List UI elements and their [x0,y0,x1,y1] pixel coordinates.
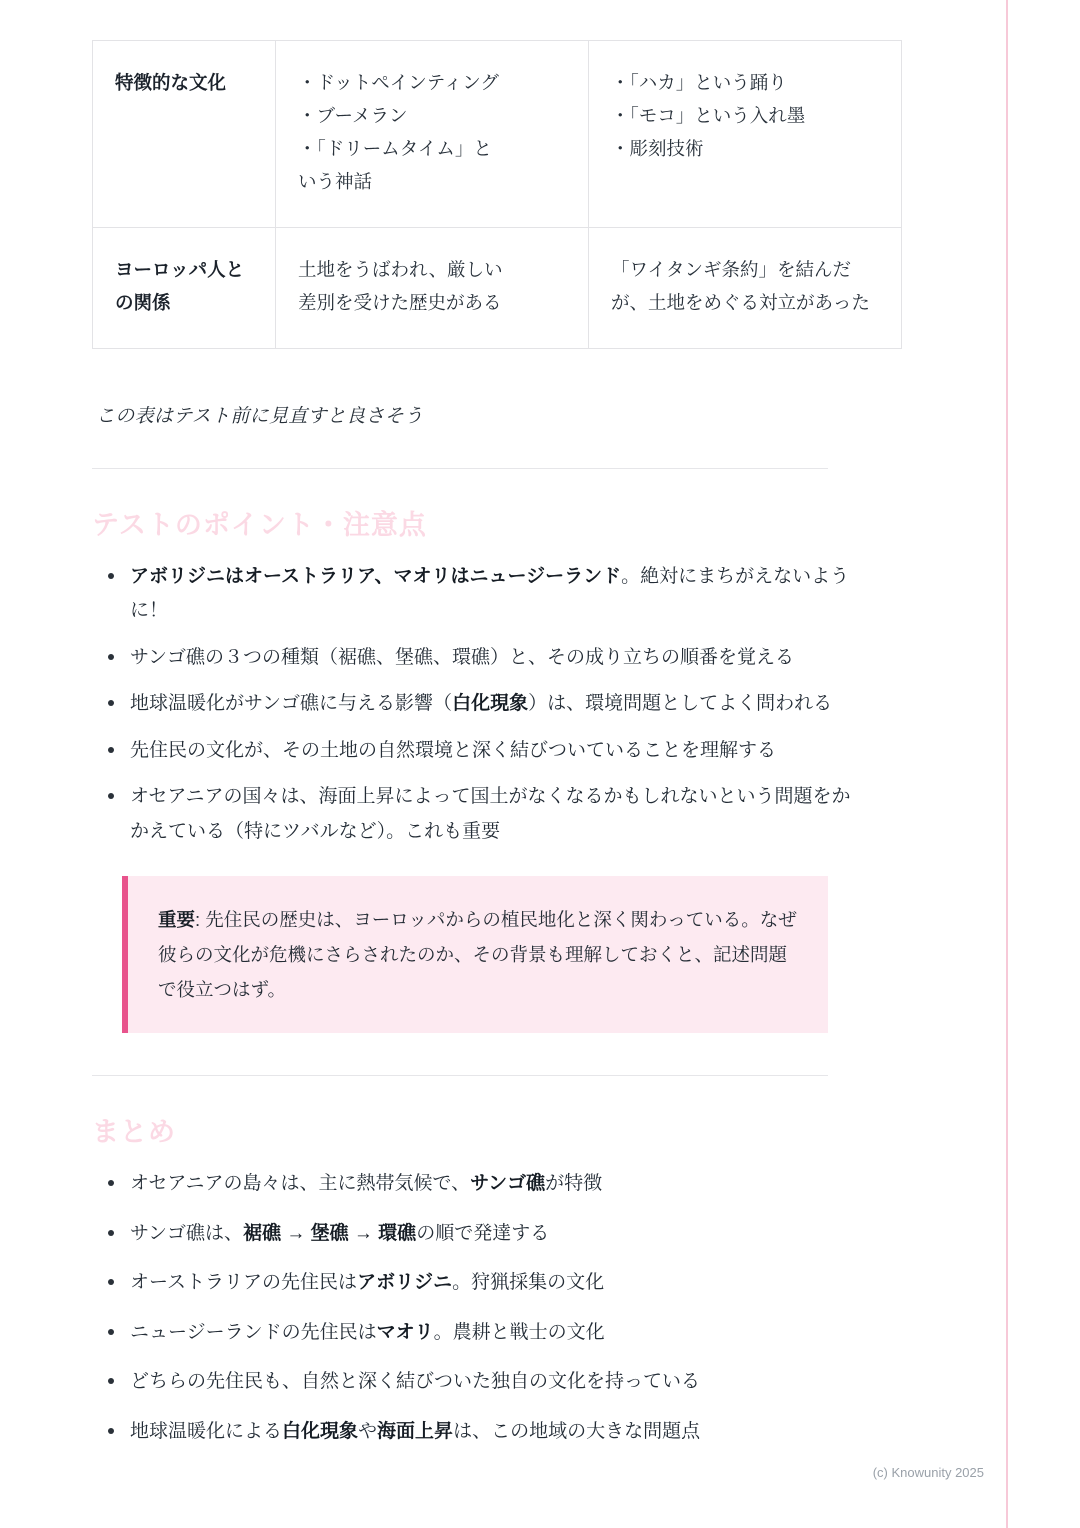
body-text: 。絶対にまちがえないように！ [130,565,850,622]
table-row-label [93,227,276,348]
table-cell-line: 「ワイタンギ条約」を結んだ [611,258,851,280]
body-text: どちらの先住民も、自然と深く結びついた独自の文化を持っている [130,1371,701,1393]
body-text: 。農耕と戦士の文化 [433,1321,605,1343]
table-body [93,41,902,349]
table-row [93,227,902,348]
emphasis-text: マオリ [376,1321,434,1343]
emphasis-text: 白化現象 [282,1420,359,1442]
table-cell-aboriginal [276,227,589,348]
section-title-summary: まとめ [92,1117,176,1147]
list-item [126,1415,866,1450]
table-cell-line: 特徴的な文化 [115,72,227,93]
body-text: 地球温暖化による [130,1420,283,1442]
body-text: が特徴 [545,1173,603,1194]
section-divider [92,468,828,469]
emphasis-text: 白化現象 [452,693,529,715]
table-cell-line: ・彫刻技術 [611,137,704,159]
comparison-table [92,40,902,349]
emphasis-text: サンゴ礁 [470,1173,546,1194]
table-cell-line: ・「ドリームタイム」と [298,137,492,159]
body-text: オーストラリアの先住民は [130,1272,358,1294]
table-cell-maori [589,227,902,348]
list-item [126,1167,866,1202]
table-row-label [93,41,276,228]
list-item [126,687,866,722]
list-item [126,560,866,629]
body-text: や [358,1420,378,1442]
table-cell-line: 土地をうばわれ、厳しい [298,258,503,280]
body-text: ）は、環境問題としてよく問われる [528,693,833,715]
table-cell-line: ・ドットペインティング [298,72,499,93]
table-cell-maori [589,41,902,228]
body-text: 地球温暖化がサンゴ礁に与える影響（ [130,693,453,715]
list-item [126,780,866,849]
emphasis-text: 裾礁 → 堡礁 → 環礁 [243,1222,417,1244]
list-item [126,1266,866,1301]
table-cell-line: ・「ハカ」という踊り [611,72,787,93]
emphasis-text: アボリジニ [357,1272,453,1294]
list-item [126,734,866,769]
body-text: オセアニアの島々は、主に熱帯気候で、 [130,1173,471,1194]
important-note [122,876,828,1033]
list-item [126,1217,866,1252]
list-item [126,1316,866,1351]
body-text: 。狩猟採集の文化 [452,1272,605,1294]
table-cell-line: ・ブーメラン [298,104,408,126]
body-text: サンゴ礁の３つの種類（裾礁、堡礁、環礁）と、その成り立ちの順番を覚える [130,646,795,668]
note-label: 重要 [158,908,196,930]
emphasis-text: 海面上昇 [377,1420,454,1442]
body-text: は、この地域の大きな問題点 [453,1420,701,1442]
table-cell-line: ヨーロッパ人との関係 [115,258,245,313]
body-text: ニュージーランドの先住民は [130,1321,377,1343]
note-text: : 先住民の歴史は、ヨーロッパからの植民地化と深く関わっている。なぜ彼らの文化が危機にさらされたのか、その背景も理解しておくと、記述問題で役立つはず。 [158,908,797,1000]
body-text: 先住民の文化が、その土地の自然環境と深く結びついていることを理解する [130,739,777,761]
section-title-test-points: テストのポイント・注意点 [92,509,427,540]
body-text: オセアニアの国々は、海面上昇によって国土がなくなるかもしれないという問題をかかえている（特にツバルなど）。これも重要 [130,786,851,842]
body-text: の順で発達する [416,1222,550,1244]
section-divider [92,1075,828,1076]
table-cell-line: いう神話 [298,170,373,192]
table-row [93,41,902,228]
emphasis-text: アボリジニはオーストラリア、マオリはニュージーランド [130,565,622,587]
list-item [126,1365,866,1400]
table-cell-line: ・「モコ」という入れ墨 [611,104,806,126]
table-cell-aboriginal [276,41,589,228]
copyright-footer: (c) Knowunity 2025 [872,1465,984,1480]
table-cell-line: が、土地をめぐる対立があった [611,291,870,313]
table-cell-line: 差別を受けた歴史がある [298,291,502,313]
table-caption: この表はテスト前に見直すと良さそう [96,405,424,427]
list-item [126,641,866,676]
body-text: サンゴ礁は、 [130,1222,244,1244]
summary-list [92,1167,866,1449]
test-points-list [92,560,866,850]
page-edge-rule [1006,0,1008,1528]
